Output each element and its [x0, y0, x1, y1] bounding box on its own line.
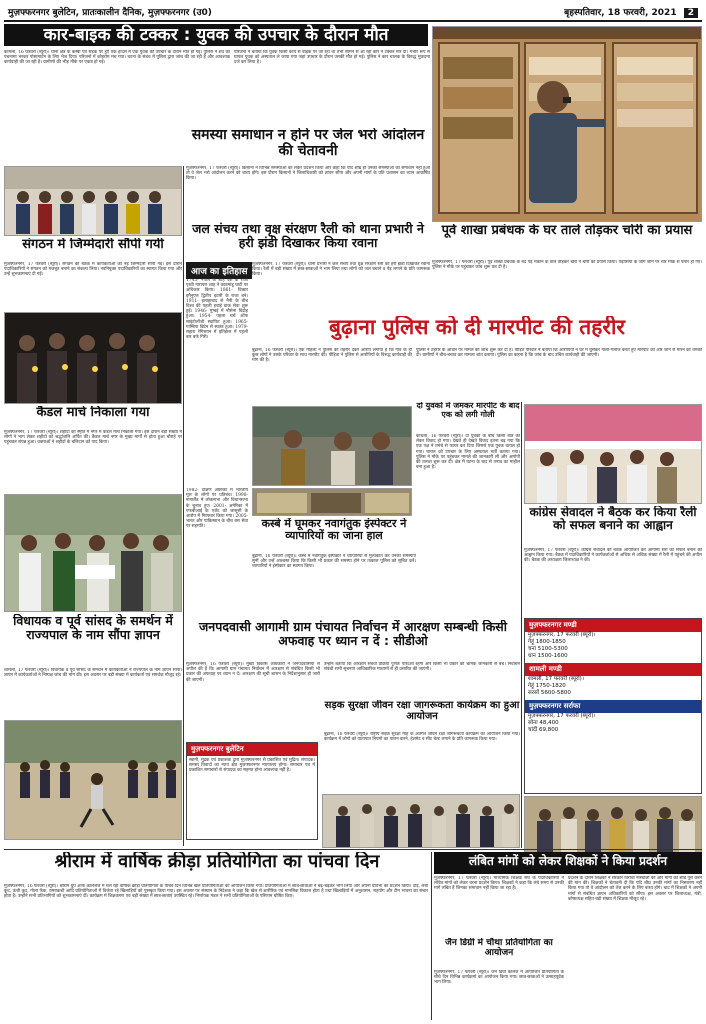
photo-inspector-visit: [252, 406, 412, 486]
congress-meeting-illustration: [525, 405, 702, 504]
article-text: पुलिस ने तहरीर के आधार पर मामले की जांच शुरू कर दी है। पीड़ित परिवार ने बताया कि आरोपियों ने घर में घुसकर गाली-गलौज करते हुए मारपीट की और जान से मारने की धमकी दी। ग्रामीणों ने बीच-बचाव कर मामला शांत कराया। पुलिस का कहना है कि जांच के बाद उचित कार्यवाही की जाएगी।: [416, 348, 702, 359]
mandi-title: मुज़फ्फरनगर मण्डी: [525, 619, 701, 632]
photo-candle-march: [4, 312, 182, 404]
masthead-date-wrap: [564, 5, 698, 18]
mandi-line: सोना 48,400: [528, 720, 559, 726]
memorandum-illustration: [5, 495, 182, 612]
headline-water-tree-rally: जल संचय तथा वृक्ष संरक्षण रैली को थाना प्रभारी ने हरी झंडी दिखाकर किया रवाना: [192, 222, 424, 250]
mandi-line: शामली, 17 फरवरी (ब्यूरो)।: [528, 676, 584, 682]
headline-road-safety: सड़क सुरक्षा जीवन रक्षा जागरूकता कार्यक्रम का हुआ आयोजन: [324, 700, 520, 723]
headline-car-bike-accident: कार-बाइक की टक्कर : युवक की उपचार के दौरान मौत: [4, 24, 428, 46]
article-text: उन्होंने बताया कि आरक्षण संबंधी प्रक्रिया पूर्णतः पारदर्शी रहेगी और किसी भी प्रकार की भ्रामक जानकारी से बचें। निर्वाचन संबंधी सभी सूचनाएं आधिकारिक माध्यमों से ही प्रसारित की जाएंगी।: [324, 662, 520, 673]
photo-man-in-store: [432, 26, 702, 222]
column-rule: [521, 402, 522, 848]
headline-sports-competition: श्रीराम में वार्षिक क्रीड़ा प्रतियोगिता का पांचवा दिन: [54, 852, 380, 872]
headline-jail-bharo-warning: समस्या समाधान न होने पर जेल भरो आंदोलन की चेतावनी: [191, 128, 425, 159]
masthead-publication: मुज़फ्फरनगर बुलेटिन, प्रातःकालीन दैनिक, मुज़फ्फरनगर (उ0): [8, 7, 212, 18]
photo-road-safety: [322, 794, 520, 848]
article-text: बुढ़ाना, 16 फरवरी (ब्यूरो)। एक महिला ने पुलिस को तहरीर देकर आरोप लगाया है कि गांव के ही कुछ लोगों ने उसके परिवार के साथ मारपीट की। पीड़िता ने पुलिस से आरोपियों के विरुद्ध कार्यवाही की मांग की है।: [252, 348, 412, 364]
article-text: मुज़फ्फरनगर, 16 फरवरी (ब्यूरो)। मुख्य विकास अधिकारी ने जनपदवासियों से अपील की है कि आगामी ग्राम पंचायत निर्वाचन में आरक्षण से संबंधित किसी भी प्रकार की अफवाह पर ध्यान न दें। आरक्षण की सूची शासन के निर्देशानुसार ही जारी की जाएगी।: [186, 662, 320, 683]
mandi-line: मुज़फ्फरनगर, 17 फरवरी (ब्यूरो)।: [528, 632, 596, 638]
headline-panchayat-reservation: जनपदवासी आगामी ग्राम पंचायत निर्वाचन में आरक्षण सम्बन्धी किसी अफवाह पर ध्यान न दें : सीडीओ: [199, 620, 507, 648]
column-rule: [183, 166, 184, 846]
headline-budhana-police-complaint: बुढ़ाना पुलिस को दी मारपीट की तहरीर: [328, 316, 625, 339]
aaj-ka-itihas-title: आज का इतिहास: [186, 262, 252, 279]
article-text: 1982- दक्षिण अफ्रीका में भारतीय मूल के लोगों पर प्रतिबंध। 1998- नागालैंड में लोकसभा और विधानसभा के चुनाव हुए। 2001- अमेरिका में एफबीआई के एजेंट को जासूसी के आरोप में गिरफ्तार किया गया। 2005- भारत और पाकिस्तान के बीच बस सेवा पर सहमति।: [186, 488, 248, 530]
headline-candle-march: कैंडल मार्च निकाला गया: [36, 406, 150, 420]
mandi-rates-panel: [524, 618, 702, 794]
article-text: मुज़फ्फरनगर, 17 फरवरी (ब्यूरो)। पूर्व शाखा प्रबंधक के बंद पड़े मकान के ताले तोड़कर चोरों ने चोरी का प्रयास किया। पड़ोसियों के जाग जाने पर चोर मौके से फरार हो गए। पुलिस ने मौके पर पहुंचकर जांच शुरू कर दी है।: [432, 260, 702, 271]
mandi-line: चांदी 69,800: [528, 727, 559, 733]
mandi-line: मुज़फ्फरनगर, 17 फरवरी (ब्यूरो)।: [528, 713, 596, 719]
column-rule: [431, 852, 432, 1020]
photo-congress-meeting: [524, 404, 702, 504]
sarrafa-title: मुज़फ्फरनगर सर्राफा: [525, 700, 701, 713]
page-number: 2: [684, 8, 698, 18]
mandi-line: चना 5100-5300: [528, 646, 568, 652]
article-text: परिजनों ने बताया कि युवक किसी कार्य से बाइक पर जा रहा था तभी सामने से आ रही कार ने टक्कर मार दी। गंभीर रूप से घायल युवक को अस्पताल ले जाया गया जहां उपचार के दौरान उसकी मौत हो गई। पुलिस ने कार चालक के विरुद्ध मुकदमा दर्ज कर लिया है।: [234, 50, 430, 66]
article-text: बुढ़ाना, 16 फरवरी (ब्यूरो)। कस्बे में नवागंतुक इंस्पेक्टर ने व्यापारियों से मुलाकात कर उनकी समस्याएं सुनीं और उन्हें आश्वस्त किया कि किसी भी प्रकार की समस्या होने पर तत्काल पुलिस को सूचित करें। व्यापारियों ने इंस्पेक्टर का स्वागत किया।: [252, 554, 416, 570]
masthead: [4, 2, 702, 22]
candle-march-illustration: [5, 313, 182, 404]
bulletin-box-title: मुज़फ्फरनगर बुलेटिन: [187, 743, 317, 756]
mandi-line: सरसों 5600-5800: [528, 690, 571, 696]
article-text: बुढ़ाना, 16 फरवरी (ब्यूरो)। राष्ट्रीय सड़क सुरक्षा माह के अंतर्गत जीवन रक्षा जागरूकता कार्यक्रम का आयोजन किया गया। कार्यक्रम में लोगों को यातायात नियमों का पालन करने, हेलमेट व सीट बेल्ट लगाने के प्रति जागरूक किया गया।: [324, 732, 520, 743]
photo-memorandum: [4, 494, 182, 612]
headline-jain-degree-competition: जैन डिग्री में चौथा प्रतियोगिता का आयोजन: [445, 938, 553, 959]
article-text: मुज़फ्फरनगर, 17 फरवरी (ब्यूरो)। कांग्रेस सेवादल की बैठक आयोजित कर आगामी रैली को सफल बनाने का आह्वान किया गया। बैठक में पदाधिकारियों ने कार्यकर्ताओं से अधिक से अधिक संख्या में रैली में पहुंचने की अपील की। बैठक की अध्यक्षता जिलाध्यक्ष ने की।: [524, 548, 702, 564]
headline-two-youths-fight: दो युवकों में जमकर मारपीट के बाद एक को लगी गोली: [416, 402, 520, 419]
headline-teachers-protest: लंबित मांगों को लेकर शिक्षकों ने किया प्रदर्शन: [434, 852, 702, 874]
photo-sports-field: [4, 720, 182, 840]
shop-visit-illustration: [253, 489, 412, 516]
shamli-mandi-title: शामली मण्डी: [525, 663, 701, 676]
group-photo-illustration: [5, 167, 182, 236]
column-rule: [4, 849, 702, 850]
article-text: स्वामी, मुद्रक एवं प्रकाशक द्वारा मुज़फ्फरनगर से प्रकाशित एवं मुद्रित। संपादक। समस्त विवादों का न्याय क्षेत्र मुज़फ्फरनगर न्यायालय होगा। समाचार पत्र में प्रकाशित समाचारों से संपादक का सहमत होना आवश्यक नहीं है।: [189, 758, 315, 774]
road-safety-illustration: [323, 795, 520, 848]
mandi-line: धान 1500-1600: [528, 653, 568, 659]
photo-organization-group: [4, 166, 182, 236]
article-text: 1745- नेपाल के शाह वंश के राजा पृथ्वी नारायण शाह ने काठमांडू घाटी पर अधिकार किया। 1861- विक्टर इमैनुएल द्वितीय इटली के राजा बने। 1911- इलाहाबाद से नैनी के बीच विश्व की पहली हवाई डाक सेवा शुरू हुई। 1946- मुम्बई में नौसेना विद्रोह हुआ। 1954- पहला चर्च ऑफ साइंटोलॉजी स्थापित हुआ। 1965- गाम्बिया ब्रिटेन से स्वतंत्र हुआ। 1979- सहारा रेगिस्तान में इतिहास में पहली बार बर्फ गिरी।: [186, 278, 248, 341]
article-text: मुज़फ्फरनगर, 17 फरवरी (ब्यूरो)। शहीदों की स्मृति में नगर में कैंडल मार्च निकाला गया। इस दौरान बड़ी संख्या में लोगों ने भाग लेकर शहीदों को श्रद्धांजलि अर्पित की। कैंडल मार्च नगर के मुख्य मार्गों से होता हुआ चौराहे पर पहुंचकर संपन्न हुआ। वक्ताओं ने शहीदों के बलिदान को याद किया।: [4, 430, 182, 446]
article-text: कांधला, 16 फरवरी (ब्यूरो)। दो युवकों के बीच किसी बात को लेकर विवाद हो गया। देखते ही देखते विवाद इतना बढ़ गया कि एक पक्ष ने तमंचे से फायर कर दिया जिससे एक युवक घायल हो गया। घायल को उपचार के लिए अस्पताल भर्ती कराया गया। पुलिस ने मौके पर पहुंचकर मामले की जानकारी ली और आरोपी की तलाश शुरू कर दी। क्षेत्र में घटना के बाद से तनाव का माहौल बना हुआ है।: [416, 434, 520, 471]
mandi-line: गेहूं 1800-1850: [528, 639, 566, 645]
article-text: मुज़फ्फरनगर, 17 फरवरी (ब्यूरो)। माध्यमिक शिक्षक संघ के पदाधिकारियों ने लंबित मांगों को लेकर धरना प्रदर्शन किया। शिक्षकों ने कहा कि लंबे समय से उनकी मांगें लंबित हैं जिनका समाधान नहीं किया जा रहा है।: [434, 876, 564, 892]
article-text: शामली, 17 फरवरी (ब्यूरो)। विधायक व पूर्व सांसद के समर्थन में कार्यकर्ताओं ने राज्यपाल के नाम ज्ञापन सौंपा। ज्ञापन में कार्यकर्ताओं ने निष्पक्ष जांच की मांग की। इस अवसर पर बड़ी संख्या में कार्यकर्ता एवं समर्थक मौजूद रहे।: [4, 668, 182, 679]
headline-inspector-traders: कस्बे में घूमकर नवागंतुक इंस्पेक्टर ने व्यापारियों का जाना हाल: [261, 518, 407, 543]
headline-memorandum-governor: विधायक व पूर्व सांसद के समर्थन में राज्यपाल के नाम सौंपा ज्ञापन: [13, 614, 173, 642]
article-text: मुज़फ्फरनगर, 16 फरवरी (ब्यूरो)। श्रीराम ग्रुप ऑफ कॉलेजेज में चल रही वार्षिक क्रीड़ा प्रतियोगिता के पांचवें दिन विभिन्न खेल प्रतियोगिताओं का आयोजन किया गया। प्रतियोगिताओं में छात्र-छात्राओं ने बढ़-चढ़कर भाग लिया और अपनी प्रतिभा का प्रदर्शन किया। दौड़, लंबी कूद, ऊंची कूद, गोला फेंक, रस्साकशी आदि प्रतियोगिताओं में विजेता रहे खिलाड़ियों को पुरस्कृत किया गया। इस अवसर पर संस्थान के निदेशक ने कहा कि खेल से शारीरिक एवं मानसिक विकास होता है तथा खिलाड़ियों में अनुशासन, सहयोग और टीम भावना का संचार होता है। उन्होंने सभी प्रतिभागियों को शुभकामनाएं दीं। कार्यक्रम में शिक्षकगण एवं बड़ी संख्या में छात्र-छात्राएं उपस्थित रहे। निर्णायक मंडल ने सभी प्रतियोगिताओं के परिणाम घोषित किए।: [4, 884, 428, 900]
mandi-line: गेहूं 1750-1820: [528, 683, 566, 689]
sports-field-illustration: [5, 721, 182, 840]
bulletin-info-box: [186, 742, 318, 840]
headline-theft-attempt: पूर्व शाखा प्रबंधक के घर ताले तोड़कर चोरी का प्रयास: [441, 224, 693, 238]
article-text: मुज़फ्फरनगर, 17 फरवरी (ब्यूरो)। किसानों ने विभिन्न समस्याओं को लेकर प्रदर्शन किया और कहा कि यदि शीघ्र ही उनकी समस्याओं का समाधान नहीं हुआ तो वे जेल भरो आंदोलन करने को बाध्य होंगे। इस दौरान किसानों ने जिलाधिकारी को ज्ञापन सौंपा और अपनी मांगों के प्रति प्रशासन का ध्यान आकर्षित किया।: [186, 166, 430, 182]
inspector-visit-illustration: [253, 407, 412, 486]
headline-organization-responsibility: संगठन में जिम्मेदारी सौंपी गयी: [22, 238, 164, 252]
store-scene-illustration: [433, 27, 702, 222]
masthead-date: बृहस्पतिवार, 18 फरवरी, 2021: [564, 7, 677, 18]
article-text: मुज़फ्फरनगर, 17 फरवरी (ब्यूरो)। जैन डिग्री कॉलेज में आयोजित प्रतियोगिता के चौथे दिन विभिन्न कार्यक्रमों का आयोजन किया गया। छात्र-छात्राओं ने उत्साहपूर्वक भाग लिया।: [434, 970, 564, 986]
article-text: कामला, 16 फरवरी (ब्यूरो)। थाना क्षेत्र के कस्बा एवं सड़क पर हुए एक हादसे में एक युवक की उपचार के दौरान मौत हो गई। पुलिस ने शव का पंचनामा भरकर पोस्टमार्टम के लिए भेज दिया। परिजनों में कोहराम मच गया। घटना के संबंध में पुलिस द्वारा जांच की जा रही है और आवश्यक कार्यवाही की जा रही है। ग्रामीणों की भीड़ मौके पर एकत्र हो गई।: [4, 50, 230, 66]
article-text: मुज़फ्फरनगर, 17 फरवरी (ब्यूरो)। संगठन की बैठक में कार्यकर्ताओं को नई जिम्मेदारी सौंपी गई। इस दौरान पदाधिकारियों ने संगठन को मजबूत बनाने का संकल्प लिया। नवनियुक्त पदाधिकारियों का स्वागत किया गया और उन्हें शुभकामनाएं दी गईं।: [4, 262, 182, 278]
article-text: प्रदर्शन के दौरान शिक्षकों ने सरकार विरोधी नारेबाजी की और मांगों को शीघ्र पूरा करने की मांग की। शिक्षकों ने चेतावनी दी कि यदि शीघ्र उनकी मांगों का निस्तारण नहीं किया गया तो वे आंदोलन को तेज करने के लिए बाध्य होंगे। बाद में शिक्षकों ने अपनी मांगों से संबंधित ज्ञापन अधिकारियों को सौंपा। इस अवसर पर जिलाध्यक्ष, मंत्री, कोषाध्यक्ष सहित बड़ी संख्या में शिक्षक मौजूद रहे।: [568, 876, 702, 902]
article-text: मुज़फ्फरनगर, 17 फरवरी (ब्यूरो)। थाना प्रभारी ने जल संचय तथा वृक्ष संरक्षण रैली को हरी झंडी दिखाकर रवाना किया। रैली में बड़ी संख्या में छात्र-छात्राओं ने भाग लिया तथा लोगों को जल बचाने व पेड़ लगाने के प्रति जागरूक किया।: [252, 262, 430, 278]
headline-congress-sevadal: कांग्रेस सेवादल ने बैठक कर किया रैली को सफल बनाने का आह्वान: [529, 506, 697, 533]
photo-shop-visit: [252, 488, 412, 516]
